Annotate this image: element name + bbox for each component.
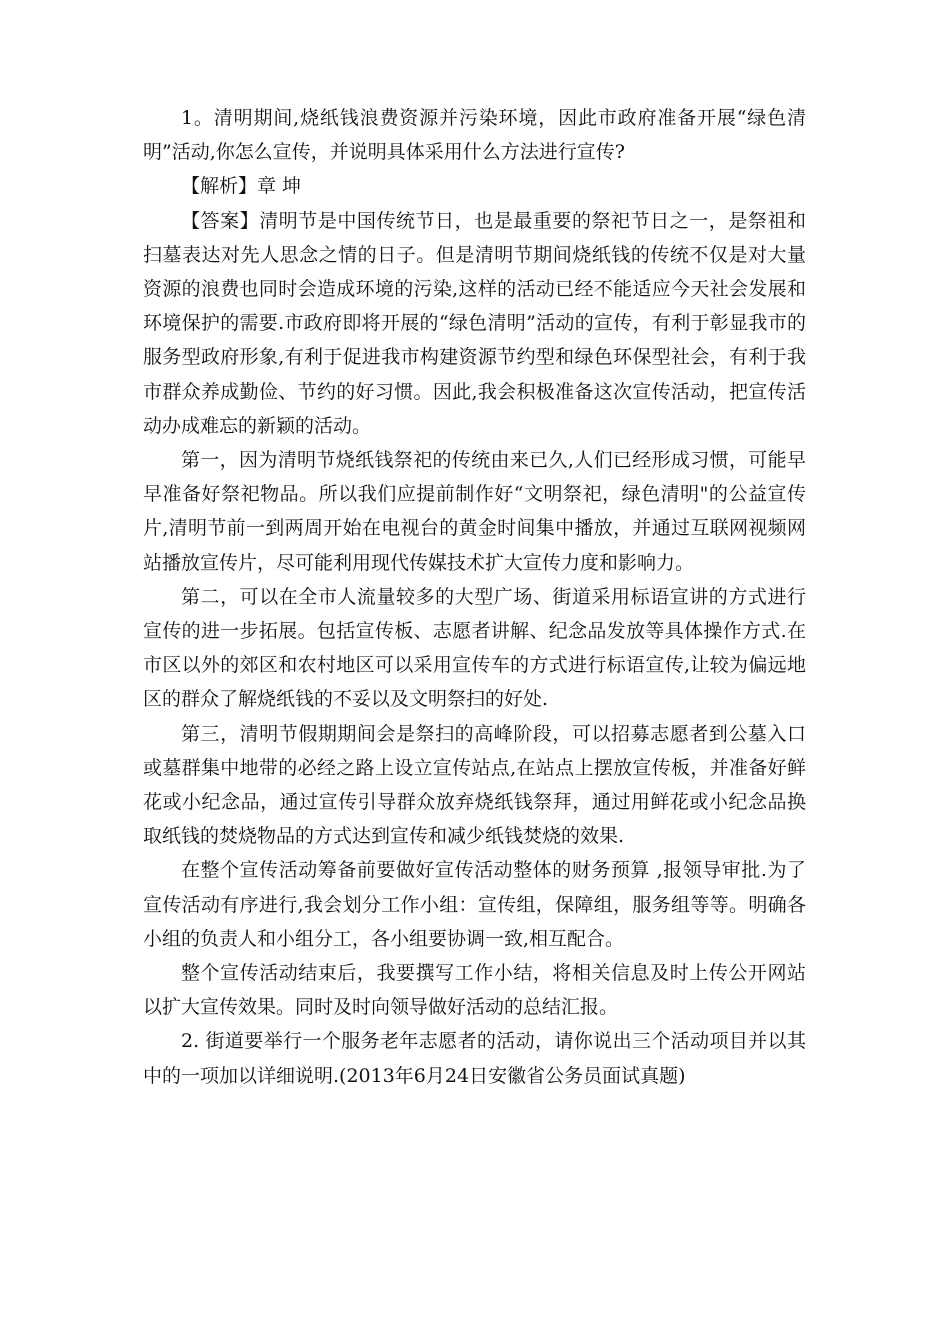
question-2-paragraph: 2. 街道要举行一个服务老年志愿者的活动，请你说出三个活动项目并以其中的一项加以详细说明.(2013年6月24日安徽省公务员面试真题) (143, 1030, 806, 1087)
question-1-paragraph: 1。清明期间,烧纸钱浪费资源并污染环境，因此市政府准备开展“绿色清明”活动,你怎么宣传，并说明具体采用什么方法进行宣传? (143, 107, 806, 164)
budget-paragraph: 在整个宣传活动筹备前要做好宣传活动整体的财务预算 ,报领导审批.为了宣传活动有序进行,我会划分工作小组：宣传组，保障组，服务组等等。明确各小组的负责人和小组分工，各小组要协调一致,相互配合。 (143, 859, 806, 950)
answer-paragraph: 【答案】清明节是中国传统节日，也是最重要的祭祀节日之一，是祭祖和扫墓表达对先人思念之情的日子。但是清明节期间烧纸钱的传统不仅是对大量资源的浪费也同时会造成环境的污染,这样的活动已经不能适应今天社会发展和环境保护的需要.市政府即将开展的“绿色清明”活动的宣传，有利于彰显我市的服务型政府形象,有利于促进我市构建资源节约型和绿色环保型社会，有利于我市群众养成勤俭、节约的好习惯。因此,我会积极准备这次宣传活动，把宣传活动办成难忘的新颖的活动。 (143, 209, 806, 437)
summary-paragraph: 整个宣传活动结束后，我要撰写工作小结，将相关信息及时上传公开网站以扩大宣传效果。同时及时向领导做好活动的总结汇报。 (143, 962, 806, 1019)
point-3-paragraph: 第三，清明节假期期间会是祭扫的高峰阶段，可以招募志愿者到公墓入口或墓群集中地带的必经之路上设立宣传站点,在站点上摆放宣传板，并准备好鲜花或小纪念品，通过宣传引导群众放弃烧纸钱祭拜，通过用鲜花或小纪念品换取纸钱的焚烧物品的方式达到宣传和减少纸钱焚烧的效果. (143, 722, 806, 848)
analysis-paragraph: 【解析】章 坤 (181, 175, 302, 198)
point-2-paragraph: 第二，可以在全市人流量较多的大型广场、街道采用标语宣讲的方式进行宣传的进一步拓展。包括宣传板、志愿者讲解、纪念品发放等具体操作方式.在市区以外的郊区和农村地区可以采用宣传车的方式进行标语宣传,让较为偏远地区的群众了解烧纸钱的不妥以及文明祭扫的好处. (143, 585, 806, 711)
point-1-paragraph: 第一，因为清明节烧纸钱祭祀的传统由来已久,人们已经形成习惯，可能早早准备好祭祀物品。所以我们应提前制作好“文明祭祀，绿色清明"的公益宣传片,清明节前一到两周开始在电视台的黄金时间集中播放，并通过互联网视频网站播放宣传片，尽可能利用现代传媒技术扩大宣传力度和影响力。 (143, 449, 806, 574)
document-body (143, 101, 806, 1093)
